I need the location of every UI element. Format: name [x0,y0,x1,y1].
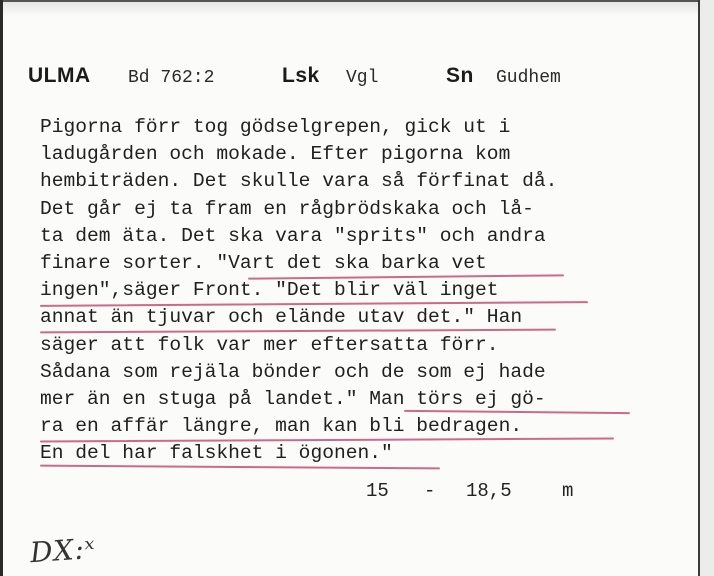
text-line: Pigorna förr tog gödselgrepen, gick ut i [40,116,511,138]
card-header [28,64,678,94]
text-line: ta dem äta. Det ska vara "sprits" och andra [40,224,546,247]
district-value: Vgl [346,68,379,88]
parish-label: Sn [446,64,474,87]
text-line: finare sorter. "Vart det ska barka vet [40,251,487,274]
text-line: annat än tjuvar och elände utav det." Han [40,306,523,329]
text-line: Sådana som rejäla bönder och de som ej hade [40,360,546,383]
text-line: ladugården och mokade. Efter pigorna kom [40,143,511,166]
text-line: Det går ej ta fram en rågbrödskaka och lå- [40,197,534,220]
text-line: ingen",säger Front. "Det blir väl inget [40,279,499,302]
text-line: säger att folk var mer eftersatta förr. [40,333,499,356]
handwritten-mark-text: DX:ˣ [28,531,97,570]
archive-value: Bd 762:2 [128,68,215,88]
card-footer-measure [366,480,606,508]
handwritten-mark [28,531,130,572]
card-right-edge [698,0,700,576]
range-separator: - [424,480,436,502]
card-top-shadow [3,2,703,16]
page-end: 18,5 [466,480,512,502]
text-line: En del har falskhet i ögonen." [40,442,393,465]
archive-label: ULMA [28,64,91,87]
text-line: ra en affär längre, man kan bli bedragen. [40,415,523,438]
text-line: mer än en stuga på landet." Man törs ej gö- [40,387,546,410]
card-right-strip [700,0,714,576]
district-label: Lsk [282,64,320,87]
card-body-text [40,114,660,467]
page-start: 15 [366,480,389,502]
card-left-edge [0,0,3,576]
unit-label: m [562,480,574,502]
text-line: hembiträden. Det skulle vara så förfinat då. [40,170,558,193]
parish-value: Gudhem [496,68,561,88]
